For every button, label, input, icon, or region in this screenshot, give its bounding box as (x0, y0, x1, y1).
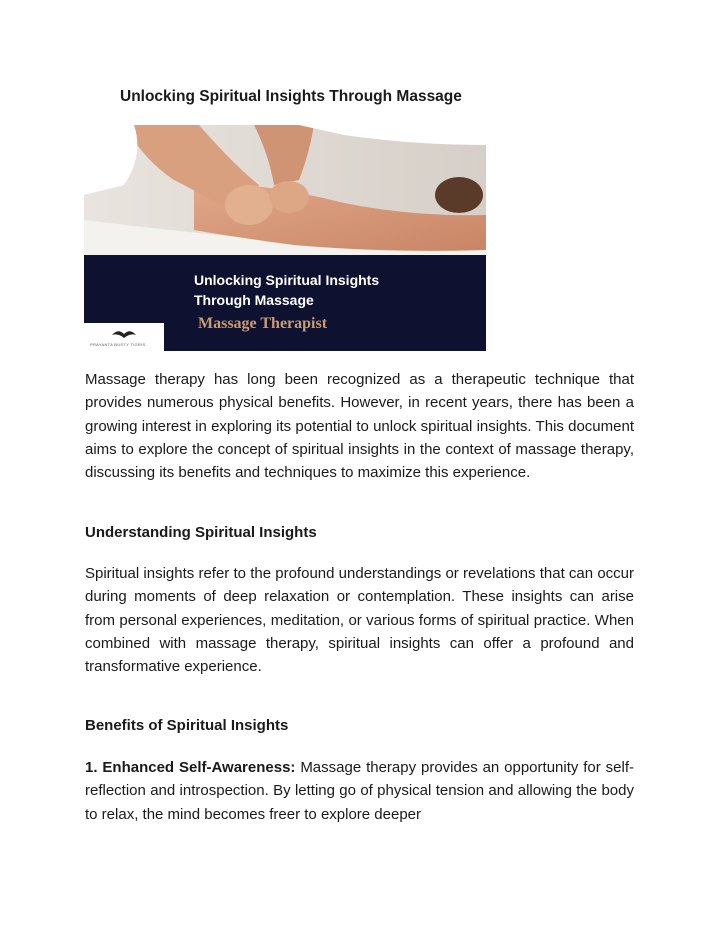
intro-paragraph: Massage therapy has long been recognized as a therapeutic technique that provides numerous physical benefits. However, in recent years, there has been a growing interest in exploring its potential to unlock spiritual insights. This document aims to explore the concept of spiritual insights in the context of massage therapy, discussing its benefits and techniques to maximize this experience. (85, 371, 634, 482)
logo-text: PRAYANTA BUSTY TIGRIS (90, 342, 146, 347)
hero-title (194, 270, 379, 310)
brand-logo (84, 323, 164, 351)
document-title: Unlocking Spiritual Insights Through Massage (120, 88, 462, 105)
section-heading-benefits: Benefits of Spiritual Insights (85, 717, 289, 734)
benefit-label: 1. Enhanced Self-Awareness: (85, 759, 296, 776)
section-heading-understanding: Understanding Spiritual Insights (85, 524, 317, 541)
hero-subtitle: Massage Therapist (198, 315, 328, 332)
benefit-text: Massage therapy provides an opportunity for self-reflection and introspection. By letting go of physical tension and allowing the body to relax, the mind becomes freer to explore deeper (85, 759, 634, 823)
understanding-paragraph: Spiritual insights refer to the profound understandings or revelations that can occur during moments of deep relaxation or contemplation. These insights can arise from personal experiences, meditation, or various forms of spiritual practice. When combined with massage therapy, spiritual insights can offer a profound and transformative experience. (85, 565, 634, 676)
hero-image (84, 125, 486, 351)
hero-title-line1: Unlocking Spiritual Insights (194, 272, 380, 288)
hero-title-line2: Through Massage (194, 292, 314, 308)
benefit-paragraph (85, 756, 634, 826)
